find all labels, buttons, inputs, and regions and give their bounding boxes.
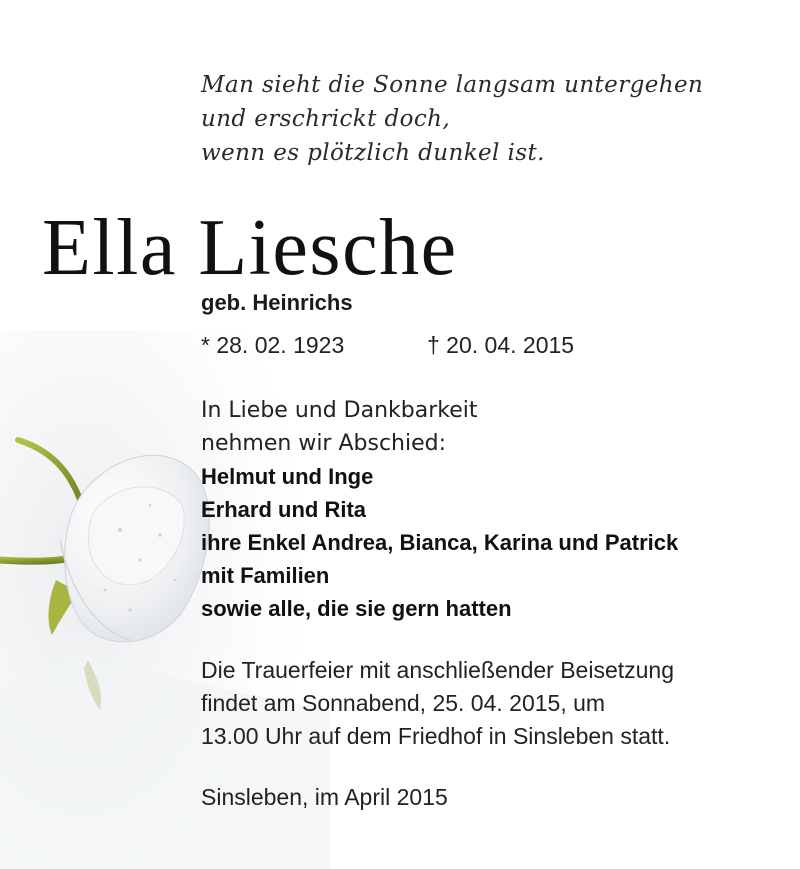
deceased-name: Ella Liesche bbox=[42, 204, 458, 292]
mourners-list bbox=[201, 460, 678, 625]
maiden-name: geb. Heinrichs bbox=[201, 290, 353, 315]
service-line: 13.00 Uhr auf dem Friedhof in Sinsleben statt. bbox=[201, 723, 671, 749]
service-line: findet am Sonnabend, 25. 04. 2015, um bbox=[201, 690, 606, 716]
mourner-entry: Helmut und Inge bbox=[201, 464, 374, 489]
motto-line: wenn es plötzlich dunkel ist. bbox=[201, 140, 545, 166]
death-date: † 20. 04. 2015 bbox=[427, 332, 575, 358]
motto-line: und erschrickt doch, bbox=[201, 106, 451, 132]
service-announcement bbox=[201, 654, 674, 753]
place-and-date: Sinsleben, im April 2015 bbox=[201, 784, 448, 810]
service-line: Die Trauerfeier mit anschließender Beisetzung bbox=[201, 657, 675, 683]
motto-verse bbox=[201, 68, 703, 170]
birth-date: * 28. 02. 1923 bbox=[201, 332, 345, 358]
mourner-entry: Erhard und Rita bbox=[201, 497, 367, 522]
life-dates bbox=[201, 328, 575, 362]
mourner-entry: ihre Enkel Andrea, Bianca, Karina und Patrick bbox=[201, 530, 679, 555]
mourner-entry: mit Familien bbox=[201, 563, 330, 588]
mourner-entry: sowie alle, die sie gern hatten bbox=[201, 596, 512, 621]
farewell-text bbox=[201, 394, 478, 460]
motto-line: Man sieht die Sonne langsam untergehen bbox=[201, 72, 704, 98]
farewell-line: nehmen wir Abschied: bbox=[201, 431, 447, 456]
farewell-line: In Liebe und Dankbarkeit bbox=[201, 398, 478, 423]
